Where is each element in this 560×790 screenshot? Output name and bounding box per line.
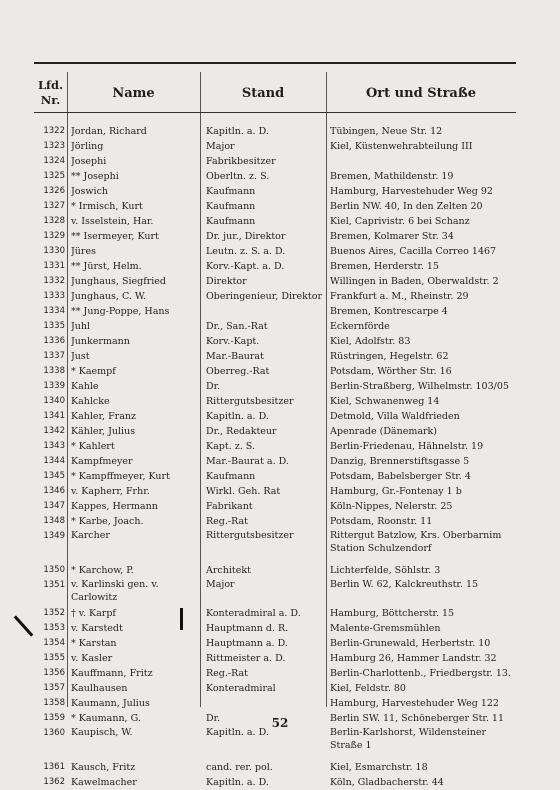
row-stand: Mar.-Baurat [206, 351, 264, 362]
row-name: * Irmisch, Kurt [71, 201, 143, 212]
table-row [34, 244, 516, 259]
row-name: Junghaus, Siegfried [71, 276, 166, 287]
row-number: 1349 [43, 531, 65, 541]
row-name: * Kaumann, G. [71, 713, 141, 724]
row-number: 1329 [43, 231, 65, 241]
row-name: v. Kapherr, Frhr. [71, 486, 150, 497]
row-number: 1339 [43, 381, 65, 391]
row-number: 1351 [43, 580, 65, 590]
row-number: 1352 [43, 608, 65, 618]
table-row [34, 169, 516, 184]
row-number: 1342 [43, 426, 65, 436]
row-number: 1327 [43, 201, 65, 211]
row-name: ** Josephi [71, 171, 119, 182]
row-stand: Dr. jur., Direktor [206, 231, 286, 242]
row-address: Frankfurt a. M., Rheinstr. 29 [330, 291, 469, 302]
row-stand: Architekt [206, 565, 251, 576]
row-stand: Kapitln. a. D. [206, 727, 269, 738]
row-address: Rüstringen, Hegelstr. 62 [330, 351, 449, 362]
row-name: Kähler, Julius [71, 426, 136, 437]
row-name: Kauffmann, Fritz [71, 668, 153, 679]
row-stand: Korv.-Kapt. a. D. [206, 261, 285, 272]
row-stand: Hauptmann d. R. [206, 623, 289, 634]
table-row [34, 696, 516, 711]
table-row [34, 578, 516, 606]
pencil-arrow-mark [14, 615, 34, 636]
row-name: Kaupisch, W. [71, 727, 133, 738]
row-number: 1341 [43, 411, 65, 421]
table-row [34, 184, 516, 199]
row-name: Junghaus, C. W. [71, 291, 147, 302]
row-address: Danzig, Brennerstiftsgasse 5 [330, 456, 470, 467]
row-name: Joswich [71, 186, 109, 197]
table-row [34, 214, 516, 229]
row-number: 1353 [43, 623, 65, 633]
row-name: v. Kasler [71, 653, 113, 664]
row-stand: Reg.-Rat [206, 516, 248, 527]
row-address: Berlin-Karlshorst, Wildensteiner Straße 1 [330, 727, 487, 751]
row-address: Malente-Gremsmühlen [330, 623, 441, 634]
row-stand: Mar.-Baurat a. D. [206, 456, 289, 467]
table-row [34, 454, 516, 469]
row-address: Berlin-Grunewald, Herbertstr. 10 [330, 638, 491, 649]
row-stand: Major [206, 579, 235, 590]
row-stand: Kapitln. a. D. [206, 126, 269, 137]
table-row [34, 229, 516, 244]
row-address: Potsdam, Wörther Str. 16 [330, 366, 452, 377]
row-address: Potsdam, Babelsberger Str. 4 [330, 471, 471, 482]
row-address: Köln-Nippes, Nelerstr. 25 [330, 501, 453, 512]
row-address: Eckernförde [330, 321, 390, 332]
row-stand: Fabrikant [206, 501, 253, 512]
row-address: Kiel, Küstenwehrabteilung III [330, 141, 473, 152]
row-address: Kiel, Caprivistr. 6 bei Schanz [330, 216, 470, 227]
row-number: 1326 [43, 186, 65, 196]
row-name: * Kampffmeyer, Kurt [71, 471, 170, 482]
header-stand: Stand [241, 85, 285, 101]
row-name: v. Karlinski gen. v. Carlowitz [71, 579, 159, 603]
row-stand: Wirkl. Geh. Rat [206, 486, 281, 497]
row-name: Just [71, 351, 90, 362]
row-name: Jörling [71, 141, 104, 152]
row-address: Lichterfelde, Söhlstr. 3 [330, 565, 441, 576]
row-address: Hamburg, Harvestehuder Weg 92 [330, 186, 493, 197]
table-row [34, 319, 516, 334]
row-stand: cand. rer. pol. [206, 762, 273, 773]
row-name: Kappes, Hermann [71, 501, 158, 512]
table-row [34, 606, 516, 621]
table-row [34, 651, 516, 666]
row-address: Hamburg, Böttcherstr. 15 [330, 608, 455, 619]
row-address: Bremen, Herderstr. 15 [330, 261, 439, 272]
row-stand: Dr. [206, 713, 221, 724]
row-address: Hamburg 26, Hammer Landstr. 32 [330, 653, 497, 664]
row-stand: Kapitln. a. D. [206, 411, 269, 422]
row-stand: Dr. [206, 381, 221, 392]
row-number: 1361 [43, 762, 65, 772]
row-stand: Hauptmann a. D. [206, 638, 288, 649]
row-number: 1362 [43, 777, 65, 787]
row-number: 1337 [43, 351, 65, 361]
row-number: 1330 [43, 246, 65, 256]
row-name: Junkermann [71, 336, 130, 347]
row-name: Josephi [71, 156, 107, 167]
top-rule [34, 62, 516, 64]
row-number: 1343 [43, 441, 65, 451]
row-address: Berlin SW. 11, Schöneberger Str. 11 [330, 713, 505, 724]
row-name: * Kahlert [71, 441, 115, 452]
row-name: Kahler, Franz [71, 411, 136, 422]
row-stand: Korv.-Kapt. [206, 336, 260, 347]
row-number: 1331 [43, 261, 65, 271]
row-address: Berlin-Straßberg, Wilhelmstr. 103/05 [330, 381, 509, 392]
table-row [34, 274, 516, 289]
member-table [34, 62, 516, 788]
row-address: Köln, Gladbacherstr. 44 [330, 777, 444, 788]
table-row [34, 124, 516, 139]
row-address: Berlin NW. 40, In den Zelten 20 [330, 201, 483, 212]
table-row [34, 484, 516, 499]
row-address: Bremen, Mathildenstr. 19 [330, 171, 454, 182]
row-number: 1346 [43, 486, 65, 496]
row-address: Tübingen, Neue Str. 12 [330, 126, 443, 137]
row-address: Berlin W. 62, Kalckreuthstr. 15 [330, 579, 479, 590]
table-row [34, 469, 516, 484]
table-row [34, 514, 516, 529]
row-number: 1347 [43, 501, 65, 511]
row-number: 1356 [43, 668, 65, 678]
table-row [34, 199, 516, 214]
table-row [34, 259, 516, 274]
row-name: Kaulhausen [71, 683, 128, 694]
table-body [34, 124, 516, 790]
table-row [34, 681, 516, 696]
row-number: 1322 [43, 126, 65, 136]
row-address: Berlin-Charlottenb., Friedbergstr. 13. [330, 668, 511, 679]
row-number: 1333 [43, 291, 65, 301]
header-name: Name [112, 85, 155, 101]
row-number: 1345 [43, 471, 65, 481]
row-stand: Dr., Redakteur [206, 426, 277, 437]
row-number: 1355 [43, 653, 65, 663]
table-row [34, 499, 516, 514]
row-name: Kawelmacher [71, 777, 137, 788]
row-number: 1324 [43, 156, 65, 166]
row-number: 1359 [43, 713, 65, 723]
header-rule [34, 112, 516, 113]
row-name: * Karbe, Joach. [71, 516, 144, 527]
row-address: Kiel, Adolfstr. 83 [330, 336, 411, 347]
row-name: Jüres [71, 246, 96, 257]
row-number: 1332 [43, 276, 65, 286]
row-stand: Rittmeister a. D. [206, 653, 286, 664]
table-row [34, 760, 516, 775]
row-name: † v. Karpf [71, 608, 116, 619]
row-stand: Oberreg.-Rat [206, 366, 270, 377]
row-address: Willingen in Baden, Oberwaldstr. 2 [330, 276, 499, 287]
row-name: Kausch, Fritz [71, 762, 136, 773]
row-name: ** Jürst, Helm. [71, 261, 142, 272]
row-number: 1340 [43, 396, 65, 406]
row-number: 1335 [43, 321, 65, 331]
row-stand: Kaufmann [206, 186, 256, 197]
row-name: * Karstan [71, 638, 117, 649]
row-stand: Direktor [206, 276, 247, 287]
row-address: Kiel, Esmarchstr. 18 [330, 762, 428, 773]
row-name: v. Karstedt [71, 623, 123, 634]
table-row [34, 563, 516, 578]
table-row [34, 666, 516, 681]
header-nr [34, 76, 67, 110]
table-row [34, 349, 516, 364]
row-stand: Fabrikbesitzer [206, 156, 276, 167]
row-name: * Karchow, P. [71, 565, 134, 576]
row-address: Apenrade (Dänemark) [330, 426, 438, 437]
row-address: Detmold, Villa Waldfrieden [330, 411, 460, 422]
row-number: 1334 [43, 306, 65, 316]
row-number: 1350 [43, 565, 65, 575]
row-number: 1323 [43, 141, 65, 151]
row-address: Buenos Aires, Cacilla Correo 1467 [330, 246, 497, 257]
row-stand: Oberltn. z. S. [206, 171, 270, 182]
table-row [34, 394, 516, 409]
row-stand: Kapitln. a. D. [206, 777, 269, 788]
row-address: Hamburg, Harvestehuder Weg 122 [330, 698, 499, 709]
row-number: 1357 [43, 683, 65, 693]
row-stand: Rittergutsbesitzer [206, 396, 294, 407]
row-stand: Kaufmann [206, 471, 256, 482]
row-address: Bremen, Kolmarer Str. 34 [330, 231, 454, 242]
table-row [34, 636, 516, 651]
pencil-bar-mark [180, 608, 183, 630]
row-name: Jordan, Richard [71, 126, 147, 137]
row-name: ** Jung-Poppe, Hans [71, 306, 170, 317]
row-name: Juhl [71, 321, 91, 332]
row-stand: Kaufmann [206, 201, 256, 212]
header-nr-line2: Nr. [40, 93, 61, 107]
row-stand: Kaufmann [206, 216, 256, 227]
row-stand: Konteradmiral [206, 683, 276, 694]
row-stand: Rittergutsbesitzer [206, 530, 294, 541]
row-number: 1358 [43, 698, 65, 708]
page-number: 52 [271, 716, 289, 730]
row-number: 1344 [43, 456, 65, 466]
row-address: Bremen, Kontrescarpe 4 [330, 306, 448, 317]
table-row [34, 424, 516, 439]
row-name: Kahle [71, 381, 99, 392]
row-stand: Reg.-Rat [206, 668, 248, 679]
row-number: 1328 [43, 216, 65, 226]
table-row [34, 154, 516, 169]
row-number: 1360 [43, 728, 65, 738]
row-stand: Kapt. z. S. [206, 441, 255, 452]
table-row [34, 529, 516, 557]
table-row [34, 289, 516, 304]
row-address: Kiel, Feldstr. 80 [330, 683, 406, 694]
row-address: Potsdam, Roonstr. 11 [330, 516, 433, 527]
table-row [34, 139, 516, 154]
row-address: Rittergut Batzlow, Krs. Oberbarnim Station Schulzendorf [330, 530, 502, 554]
header-nr-line1: Lfd. [37, 78, 64, 92]
table-row [34, 775, 516, 790]
row-number: 1325 [43, 171, 65, 181]
row-number: 1348 [43, 516, 65, 526]
row-name: v. Isselstein, Har. [71, 216, 154, 227]
row-name: Karcher [71, 530, 110, 541]
row-name: Kampfmeyer [71, 456, 133, 467]
table-row [34, 439, 516, 454]
row-stand: Konteradmiral a. D. [206, 608, 301, 619]
row-name: Kaumann, Julius [71, 698, 150, 709]
row-address: Kiel, Schwanenweg 14 [330, 396, 440, 407]
table-row [34, 364, 516, 379]
table-row [34, 304, 516, 319]
row-stand: Dr., San.-Rat [206, 321, 268, 332]
row-name: Kahlcke [71, 396, 110, 407]
row-address: Hamburg, Gr.-Fontenay 1 b [330, 486, 462, 497]
row-number: 1338 [43, 366, 65, 376]
header-ort: Ort und Straße [365, 85, 477, 101]
table-row [34, 726, 516, 754]
table-row [34, 409, 516, 424]
row-stand: Leutn. z. S. a. D. [206, 246, 286, 257]
table-row [34, 334, 516, 349]
table-row [34, 379, 516, 394]
row-address: Berlin-Friedenau, Hähnelstr. 19 [330, 441, 484, 452]
row-stand: Oberingenieur, Direktor [206, 291, 322, 302]
row-stand: Major [206, 141, 235, 152]
row-name: ** Isermeyer, Kurt [71, 231, 159, 242]
table-row [34, 621, 516, 636]
row-number: 1336 [43, 336, 65, 346]
row-number: 1354 [43, 638, 65, 648]
row-name: * Kaempf [71, 366, 116, 377]
